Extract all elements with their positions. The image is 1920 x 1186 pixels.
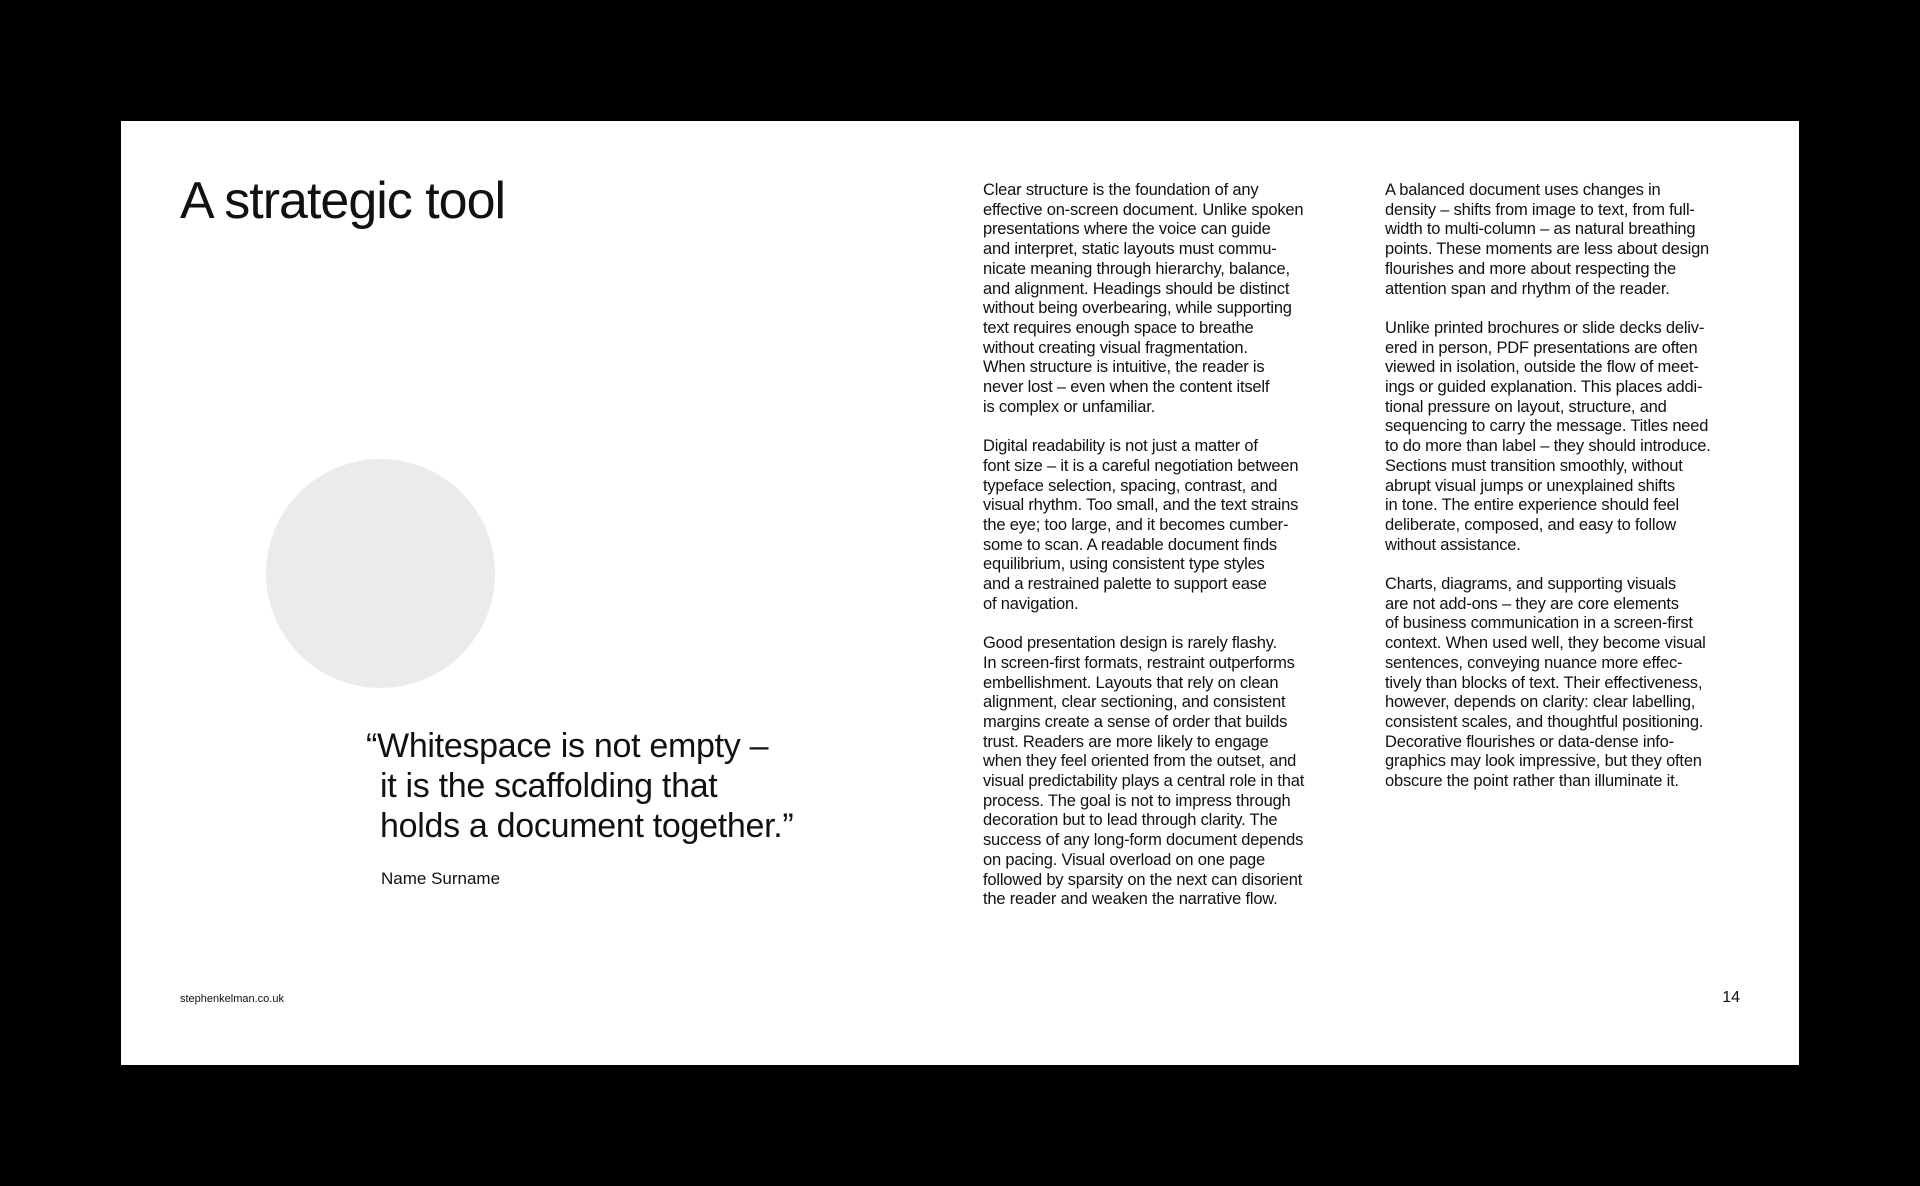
paragraph-line: typeface selection, spacing, contrast, and xyxy=(983,476,1278,495)
paragraph-line: A balanced document uses changes in xyxy=(1385,181,1661,199)
paragraph-line: decoration but to lead through clarity. The xyxy=(983,811,1278,830)
paragraph-line: ings or guided explanation. This places addi- xyxy=(1385,378,1703,397)
paragraph-line: process. The goal is not to impress through xyxy=(983,791,1291,810)
paragraph-line: viewed in isolation, outside the flow of meet- xyxy=(1385,358,1699,377)
page-number: 14 xyxy=(1722,989,1740,1006)
paragraph-line: Sections must transition smoothly, without xyxy=(1385,456,1683,475)
paragraph-line: tively than blocks of text. Their effectiveness, xyxy=(1385,673,1703,692)
paragraph-line: consistent scales, and thoughtful positioning. xyxy=(1385,712,1704,731)
paragraph-line: Good presentation design is rarely flashy. xyxy=(983,634,1277,653)
paragraph-line: the reader and weaken the narrative flow. xyxy=(983,890,1278,909)
paragraph-line: embellishment. Layouts that rely on clean xyxy=(983,673,1279,692)
paragraph-line: without assistance. xyxy=(1385,535,1521,554)
paragraph-line: without being overbearing, while supporting xyxy=(983,299,1292,318)
body-paragraph xyxy=(1385,575,1750,792)
paragraph-line: never lost – even when the content itself xyxy=(983,378,1270,397)
pull-quote xyxy=(366,726,926,846)
paragraph-line: graphics may look impressive, but they often xyxy=(1385,752,1702,771)
paragraph-line: width to multi-column – as natural breathing xyxy=(1385,220,1696,239)
paragraph-line: Clear structure is the foundation of any xyxy=(983,181,1259,199)
paragraph-line: is complex or unfamiliar. xyxy=(983,397,1155,416)
paragraph-line: points. These moments are less about design xyxy=(1385,240,1710,259)
paragraph-line: attention span and rhythm of the reader. xyxy=(1385,279,1670,298)
quote-line: holds a document together.” xyxy=(380,807,794,845)
body-paragraph xyxy=(1385,319,1750,555)
paragraph-line: alignment, clear sectioning, and consistent xyxy=(983,693,1286,712)
quote-line: “Whitespace is not empty – xyxy=(366,727,769,765)
paragraph-line: when they feel oriented from the outset, and xyxy=(983,752,1297,771)
paragraph-line: the eye; too large, and it becomes cumber- xyxy=(983,515,1289,534)
paragraph-line: presentations where the voice can guide xyxy=(983,220,1271,239)
body-paragraph xyxy=(983,634,1348,910)
paragraph-line: in tone. The entire experience should feel xyxy=(1385,496,1679,515)
paragraph-line: to do more than label – they should introduce. xyxy=(1385,437,1711,456)
paragraph-line: followed by sparsity on the next can disorient xyxy=(983,870,1303,889)
page-title: A strategic tool xyxy=(180,172,506,230)
paragraph-line: text requires enough space to breathe xyxy=(983,318,1254,337)
paragraph-line: density – shifts from image to text, from full- xyxy=(1385,200,1695,219)
paragraph-line: font size – it is a careful negotiation between xyxy=(983,456,1299,475)
body-paragraph xyxy=(983,437,1348,614)
quote-attribution: Name Surname xyxy=(381,869,501,888)
text-column-left xyxy=(983,181,1348,930)
paragraph-line: Digital readability is not just a matter of xyxy=(983,437,1258,456)
paragraph-line: abrupt visual jumps or unexplained shifts xyxy=(1385,476,1675,495)
paragraph-line: trust. Readers are more likely to engage xyxy=(983,732,1269,751)
paragraph-line: When structure is intuitive, the reader is xyxy=(983,358,1265,377)
paragraph-line: nicate meaning through hierarchy, balance, xyxy=(983,259,1290,278)
footer-website: stephenkelman.co.uk xyxy=(180,993,284,1005)
paragraph-line: ered in person, PDF presentations are often xyxy=(1385,338,1698,357)
paragraph-line: tional pressure on layout, structure, and xyxy=(1385,397,1667,416)
paragraph-line: deliberate, composed, and easy to follow xyxy=(1385,515,1677,534)
body-paragraph xyxy=(1385,181,1750,299)
paragraph-line: Decorative flourishes or data-dense info- xyxy=(1385,732,1674,751)
paragraph-line: of business communication in a screen-first xyxy=(1385,614,1693,633)
placeholder-circle xyxy=(266,459,495,688)
paragraph-line: effective on-screen document. Unlike spoken xyxy=(983,200,1304,219)
paragraph-line: flourishes and more about respecting the xyxy=(1385,259,1677,278)
quote-line: it is the scaffolding that xyxy=(380,767,718,805)
text-column-right xyxy=(1385,181,1750,811)
paragraph-line: equilibrium, using consistent type styles xyxy=(983,555,1265,574)
paragraph-line: of navigation. xyxy=(983,594,1079,613)
paragraph-line: Unlike printed brochures or slide decks deliv- xyxy=(1385,318,1705,337)
paragraph-line: on pacing. Visual overload on one page xyxy=(983,850,1265,869)
paragraph-line: Charts, diagrams, and supporting visuals xyxy=(1385,575,1676,594)
body-paragraph xyxy=(983,181,1348,417)
paragraph-line: some to scan. A readable document finds xyxy=(983,535,1277,554)
paragraph-line: visual rhythm. Too small, and the text strains xyxy=(983,496,1299,515)
paragraph-line: and alignment. Headings should be distinct xyxy=(983,279,1290,298)
paragraph-line: context. When used well, they become visual xyxy=(1385,634,1706,653)
document-page xyxy=(121,121,1799,1065)
paragraph-line: without creating visual fragmentation. xyxy=(983,338,1248,357)
paragraph-line: sequencing to carry the message. Titles need xyxy=(1385,417,1709,436)
paragraph-line: are not add-ons – they are core elements xyxy=(1385,594,1679,613)
paragraph-line: success of any long-form document depends xyxy=(983,831,1304,850)
paragraph-line: In screen-first formats, restraint outperforms xyxy=(983,653,1295,672)
paragraph-line: sentences, conveying nuance more effec- xyxy=(1385,653,1683,672)
paragraph-line: visual predictability plays a central role in that xyxy=(983,772,1305,791)
paragraph-line: margins create a sense of order that builds xyxy=(983,712,1288,731)
paragraph-line: and a restrained palette to support ease xyxy=(983,575,1267,594)
paragraph-line: and interpret, static layouts must commu- xyxy=(983,240,1277,259)
paragraph-line: obscure the point rather than illuminate it. xyxy=(1385,772,1679,791)
paragraph-line: however, depends on clarity: clear labelling, xyxy=(1385,693,1696,712)
